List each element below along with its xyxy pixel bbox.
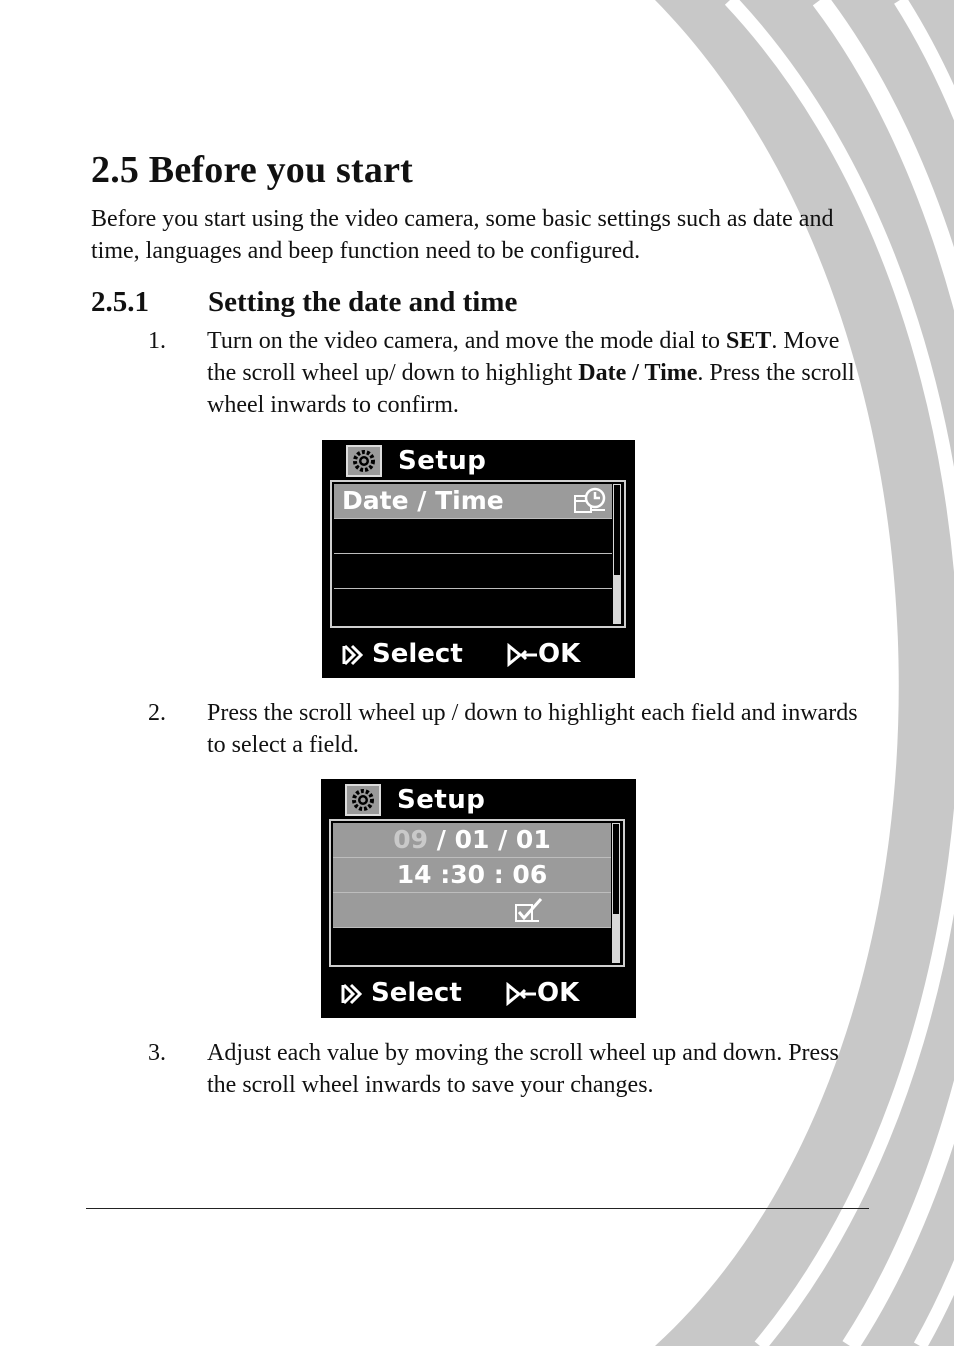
- confirm-row[interactable]: [333, 893, 611, 928]
- menu-row-empty[interactable]: [334, 589, 612, 624]
- subsection-heading: [91, 286, 517, 319]
- menu-row-empty[interactable]: [333, 928, 611, 963]
- menu-row-date-time[interactable]: [334, 484, 612, 519]
- step-text-part: . Press the scroll wheel inwards to confirm.: [207, 360, 855, 418]
- press-wheel-icon: [506, 643, 540, 667]
- time-field-row[interactable]: [333, 858, 611, 893]
- checkbox-icon[interactable]: [513, 896, 545, 924]
- step-bold-set: SET: [726, 328, 772, 354]
- step-number: 2.: [148, 700, 166, 726]
- intro-paragraph: Before you start using the video camera, some basic settings such as date and time, languages and beep function need to be configured.: [91, 206, 834, 264]
- step-bold-date-time: Date / Time: [578, 360, 698, 386]
- footer-select-label: Select: [371, 978, 462, 1008]
- scroll-wheel-icon: [342, 643, 370, 667]
- scrollbar-track-dark: [612, 823, 620, 915]
- menu-frame: [329, 819, 625, 967]
- menu-row-label: Date / Time: [342, 486, 504, 515]
- footer-rule: [86, 1208, 869, 1209]
- step-number: 1.: [148, 328, 166, 354]
- subsection-number: 2.5.1: [91, 286, 149, 318]
- menu-row-empty[interactable]: [334, 519, 612, 554]
- date-year-field[interactable]: 09: [393, 825, 429, 854]
- gear-icon: [346, 445, 382, 477]
- section-title: 2.5 Before you start: [91, 149, 414, 191]
- step-text: [207, 325, 867, 421]
- time-value[interactable]: 14 :30 : 06: [396, 860, 548, 889]
- date-month-day-fields[interactable]: / 01 / 01: [428, 825, 551, 854]
- screen-title: Setup: [397, 785, 486, 815]
- footer-select-label: Select: [372, 639, 463, 669]
- step-text-part: . Move the scroll wheel up/ down to highlight: [207, 328, 840, 386]
- menu-frame: [330, 480, 626, 628]
- camera-screen-date-time-menu: [322, 440, 635, 678]
- date-field-row[interactable]: [333, 823, 611, 858]
- subsection-title: Setting the date and time: [208, 286, 518, 318]
- press-wheel-icon: [505, 982, 539, 1006]
- footer-ok-label: OK: [537, 978, 580, 1008]
- scrollbar[interactable]: [613, 484, 621, 624]
- scroll-wheel-icon: [341, 982, 369, 1006]
- step-number: 3.: [148, 1040, 166, 1066]
- date-value: [333, 825, 611, 854]
- footer-ok-label: OK: [538, 639, 581, 669]
- scrollbar-track-dark: [613, 484, 621, 576]
- step-text: Press the scroll wheel up / down to highlight each field and inwards to select a field.: [207, 700, 858, 758]
- gear-icon: [345, 784, 381, 816]
- camera-screen-date-time-edit: [321, 779, 636, 1018]
- scrollbar[interactable]: [612, 823, 620, 963]
- step-text-part: Turn on the video camera, and move the mode dial to: [207, 328, 726, 354]
- clock-calendar-icon: [574, 487, 606, 515]
- step-text: Adjust each value by moving the scroll wheel up and down. Press the scroll wheel inwards to save your changes.: [207, 1040, 839, 1098]
- screen-title: Setup: [398, 446, 487, 476]
- menu-row-empty[interactable]: [334, 554, 612, 589]
